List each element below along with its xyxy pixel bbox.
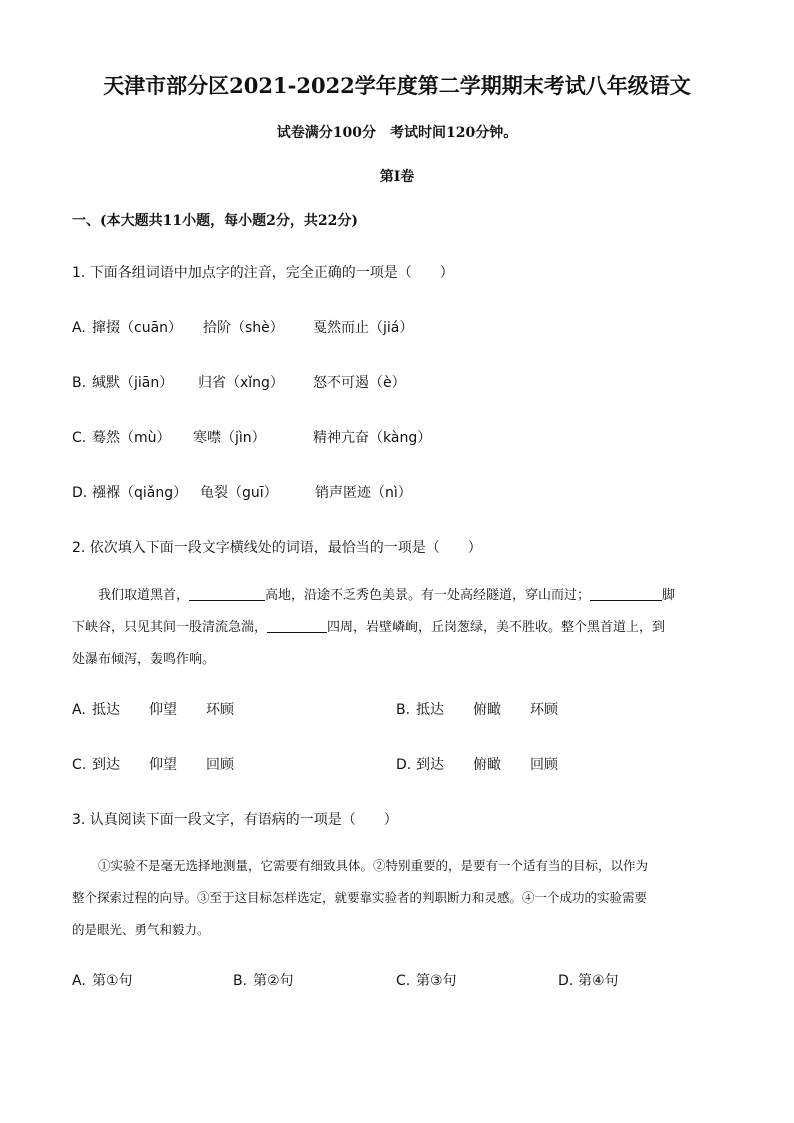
option-word: 仰望 — [149, 702, 177, 718]
option-word: 回顾 — [206, 757, 234, 773]
q1-option-a — [72, 317, 413, 337]
q2-stem: 2. 依次填入下面一段文字横线处的词语，最恰当的一项是（ ） — [72, 540, 482, 556]
option-word: 抵达 — [92, 702, 120, 718]
option-word: 销声匿迹（nì） — [315, 485, 412, 501]
q1-option-b — [72, 372, 406, 392]
passage-text: 我们取道黑首， — [98, 588, 190, 603]
q1-option-c — [72, 427, 431, 447]
option-word: 环顾 — [530, 702, 558, 718]
option-word: 环顾 — [206, 702, 234, 718]
option-word: 归省（xǐng） — [198, 375, 284, 391]
option-label: B. — [72, 375, 87, 391]
option-label: A. — [72, 702, 86, 718]
part-heading: 第Ⅰ卷 — [379, 169, 415, 185]
q3-passage — [72, 850, 722, 946]
q1-stem: 1. 下面各组词语中加点字的注音，完全正确的一项是（ ） — [72, 265, 454, 281]
option-label: B. — [396, 702, 411, 718]
option-word: 蓦然（mù） — [92, 430, 171, 446]
option-label: C. — [72, 757, 87, 773]
q3-option-a — [72, 970, 133, 990]
passage-text: ①实验不是毫无选择地测量，它需要有细致具体。②特别重要的，是要有一个适有当的目标，以作为 — [98, 858, 649, 873]
passage-text: 下峡谷，只见其间一股清流急湍， — [72, 620, 268, 635]
option-word: 怒不可遏（è） — [313, 375, 406, 391]
option-text: 第③句 — [416, 973, 457, 989]
q3-option-c — [396, 970, 457, 990]
option-text: 第④句 — [578, 973, 619, 989]
q3-option-d — [558, 970, 619, 990]
option-label: D. — [558, 973, 574, 989]
option-label: C. — [72, 430, 87, 446]
q2-passage — [72, 580, 722, 676]
option-word: 仰望 — [149, 757, 177, 773]
option-word: 寒噤（jìn） — [193, 430, 266, 446]
q2-option-b — [396, 699, 558, 719]
fill-blank-1 — [189, 586, 265, 601]
option-word: 到达 — [416, 757, 444, 773]
option-label: D. — [396, 757, 412, 773]
q1-option-d — [72, 482, 412, 502]
passage-text: 的是眼光、勇气和毅力。 — [72, 922, 210, 937]
q3-option-b — [233, 970, 294, 990]
option-word: 俯瞰 — [473, 757, 501, 773]
q3-stem: 3. 认真阅读下面一段文字，有语病的一项是（ ） — [72, 812, 398, 828]
q2-option-d — [396, 754, 558, 774]
option-text: 第①句 — [92, 973, 133, 989]
option-word: 龟裂（guī） — [200, 485, 278, 501]
option-word: 拾阶（shè） — [203, 320, 284, 336]
exam-title: 天津市部分区2021-2022学年度第二学期期末考试八年级语文 — [103, 73, 691, 98]
option-word: 到达 — [92, 757, 120, 773]
option-word: 回顾 — [530, 757, 558, 773]
passage-text: 脚 — [662, 588, 676, 603]
q2-option-a — [72, 699, 234, 719]
option-word: 抵达 — [416, 702, 444, 718]
fill-blank-3 — [267, 618, 327, 633]
passage-text: 整个探索过程的向导。③至于这目标怎样选定，就要靠实验者的判职断力和灵感。④一个成功的实验需要 — [72, 890, 648, 905]
exam-subtitle: 试卷满分100分 考试时间120分钟。 — [276, 125, 518, 141]
passage-text: 四周，岩壁嶙峋，丘岗葱绿，美不胜收。整个黑首道上，到 — [327, 620, 666, 635]
option-word: 精神亢奋（kàng） — [313, 430, 432, 446]
option-word: 戛然而止（jiá） — [313, 320, 414, 336]
option-label: D. — [72, 485, 88, 501]
option-word: 缄默（jiān） — [92, 375, 174, 391]
option-label: B. — [233, 973, 248, 989]
passage-text: 高地，沿途不乏秀色美景。有一处高经隧道，穿山而过； — [265, 588, 591, 603]
option-label: A. — [72, 320, 86, 336]
option-word: 俯瞰 — [473, 702, 501, 718]
fill-blank-2 — [590, 586, 662, 601]
option-word: 撺掇（cuān） — [92, 320, 183, 336]
option-label: A. — [72, 973, 86, 989]
section-heading: 一、(本大题共11小题，每小题2分，共22分) — [72, 213, 358, 229]
option-label: C. — [396, 973, 411, 989]
passage-text: 处瀑布倾泻，轰鸣作响。 — [72, 652, 216, 667]
option-text: 第②句 — [253, 973, 294, 989]
q2-option-c — [72, 754, 234, 774]
option-word: 襁褓（qiǎng） — [92, 485, 188, 501]
